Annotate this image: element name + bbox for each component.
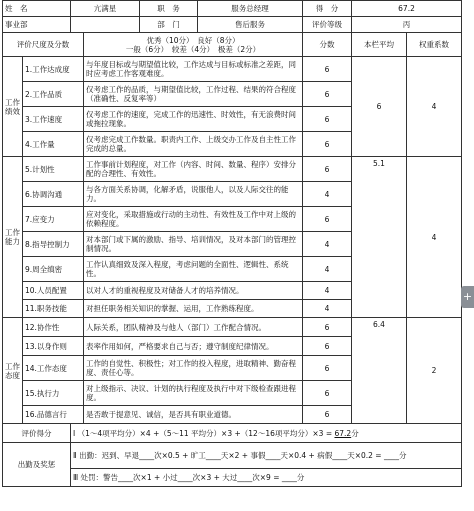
weight-attitude: 2 <box>407 318 462 424</box>
item-label: 7.应变力 <box>23 207 84 232</box>
item-description: 对上级指示、决议、计划的执行程度及执行中对下级检查跟进程度。 <box>84 381 303 406</box>
item-description: 人际关系，团队精神及与他人（部门）工作配合情况。 <box>84 318 303 337</box>
item-label: 6.协调沟通 <box>23 182 84 207</box>
item-score: 6 <box>303 337 352 356</box>
grade-scale-line-1: 优秀（10分） 良好（8分） <box>146 35 240 45</box>
evaluation-score-row <box>3 424 462 443</box>
item-label: 3.工作速度 <box>23 107 84 132</box>
item-score: 6 <box>303 132 352 157</box>
item-score: 6 <box>303 107 352 132</box>
weight-header: 权重系数 <box>407 33 462 57</box>
item-description: 与各方面关系协调，化解矛盾，说服他人，以及人际交往的能力。 <box>84 182 303 207</box>
item-label: 8.指导控制力 <box>23 232 84 257</box>
position-label: 职 务 <box>140 1 198 17</box>
item-score: 6 <box>303 406 352 424</box>
attendance-line: Ⅱ 出勤：迟到、早退____次×0.5 + 旷工____天×2 + 事假____天×0.4 + 病假____天×0.2 = ____分 <box>71 443 462 469</box>
item-description: 仅考虑工作的速度，完成工作的迅速性、时效性，有无浪费时间或拖拉现象。 <box>84 107 303 132</box>
formula-suffix: 分 <box>351 428 359 438</box>
item-score: 6 <box>303 318 352 337</box>
item-label: 12.协作性 <box>23 318 84 337</box>
evaluation-form <box>2 0 461 511</box>
item-label: 5.计划性 <box>23 157 84 182</box>
position-value: 服务总经理 <box>198 1 303 17</box>
item-score: 4 <box>303 257 352 282</box>
header-row-2 <box>3 17 462 33</box>
average-header: 本栏平均 <box>352 33 407 57</box>
item-description: 对本部门或下属的激励、指导、培训情况，及对本部门的管理控制情况。 <box>84 232 303 257</box>
item-label: 14.工作态度 <box>23 356 84 381</box>
name-label: 姓 名 <box>3 1 71 17</box>
item-score: 6 <box>303 57 352 82</box>
evaluation-table <box>2 0 462 487</box>
item-description: 应对变化，采取措施或行动的主动性、有效性及工作中对上级的依赖程度。 <box>84 207 303 232</box>
average-ability: 5.1 <box>352 157 407 318</box>
item-label: 16.品德言行 <box>23 406 84 424</box>
evaluation-score-label: 评价得分 <box>3 424 71 443</box>
item-description: 对担任职务相关知识的掌握、运用，工作熟练程度。 <box>84 300 303 318</box>
dept-section-label: 部 门 <box>140 17 198 33</box>
formula-value: 67.2 <box>334 428 352 438</box>
grade-label: 评价等级 <box>303 17 352 33</box>
grade-value: 丙 <box>352 17 462 33</box>
grade-scale-header <box>84 33 303 57</box>
item-score: 4 <box>303 232 352 257</box>
item-label: 9.周全缜密 <box>23 257 84 282</box>
attendance-row <box>3 443 462 469</box>
item-description: 工作事前计划程度，对工作（内容、时间、数量、程序）安排分配的合理性、有效性。 <box>84 157 303 182</box>
item-score: 6 <box>303 82 352 107</box>
discipline-row <box>3 469 462 487</box>
table-row <box>3 318 462 337</box>
reward-punishment-label: 出勤及奖惩 <box>3 443 71 487</box>
score-label: 得 分 <box>303 1 352 17</box>
weight-performance: 4 <box>407 57 462 157</box>
item-label: 1.工作达成度 <box>23 57 84 82</box>
score-value: 67.2 <box>352 1 462 17</box>
section-ability: 工作能力 <box>3 157 23 318</box>
item-description: 以对人才的重视程度及对储备人才的培养情况。 <box>84 282 303 300</box>
item-description: 仅考虑完成工作数量。职责内工作、上级交办工作及自主性工作完成的总量。 <box>84 132 303 157</box>
item-score: 6 <box>303 356 352 381</box>
dept-label: 事业部 <box>3 17 71 33</box>
item-score: 4 <box>303 300 352 318</box>
name-value: 亢满星 <box>71 1 140 17</box>
item-score: 4 <box>303 282 352 300</box>
average-attitude: 6.4 <box>352 318 407 424</box>
item-description: 与年度目标或与期望值比较，工作达成与目标或标准之差距，同时应考虑工作客观难度。 <box>84 57 303 82</box>
item-description: 表率作用如何，严格要求自己与否；遵守制度纪律情况。 <box>84 337 303 356</box>
item-label: 11.职务技能 <box>23 300 84 318</box>
section-attitude: 工作态度 <box>3 318 23 424</box>
item-label: 4.工作量 <box>23 132 84 157</box>
side-expand-tab[interactable]: + <box>461 286 474 308</box>
item-description: 是否敢于提意见、诚信，是否具有职业道德。 <box>84 406 303 424</box>
weight-ability: 4 <box>407 157 462 318</box>
header-row-1 <box>3 1 462 17</box>
item-label: 15.执行力 <box>23 381 84 406</box>
item-label: 2.工作品质 <box>23 82 84 107</box>
column-header-row <box>3 33 462 57</box>
item-description: 工作认真细致及深入程度，考虑问题的全面性、逻辑性、系统性。 <box>84 257 303 282</box>
discipline-line: Ⅲ 处罚：警告____次×1 + 小过____次×3 + 大过____次×9 = ____分 <box>71 469 462 487</box>
dept-blank <box>71 17 140 33</box>
item-score: 6 <box>303 157 352 182</box>
average-performance: 6 <box>352 57 407 157</box>
formula-prefix: Ⅰ （1～4项平均分）×4 +（5～11 平均分）×3 +（12～16项平均分）×3 = <box>73 428 335 438</box>
section-performance: 工作绩效 <box>3 57 23 157</box>
item-score: 6 <box>303 381 352 406</box>
grade-scale-line-2: 一般（6分） 较差（4分） 极差（2分） <box>125 44 261 54</box>
item-score: 6 <box>303 207 352 232</box>
table-row <box>3 57 462 82</box>
item-label: 13.以身作则 <box>23 337 84 356</box>
criteria-header: 评价尺度及分数 <box>3 33 84 57</box>
item-score: 4 <box>303 182 352 207</box>
item-label: 10.人员配置 <box>23 282 84 300</box>
item-description: 工作的自觉性、积极性；对工作的投入程度，进取精神、勤奋程度、责任心等。 <box>84 356 303 381</box>
item-description: 仅考虑工作的品质，与期望值比较，工作过程、结果的符合程度（准确性、反复率等） <box>84 82 303 107</box>
table-row <box>3 157 462 182</box>
score-header: 分数 <box>303 33 352 57</box>
dept-value: 售后服务 <box>198 17 303 33</box>
evaluation-formula <box>71 424 462 443</box>
